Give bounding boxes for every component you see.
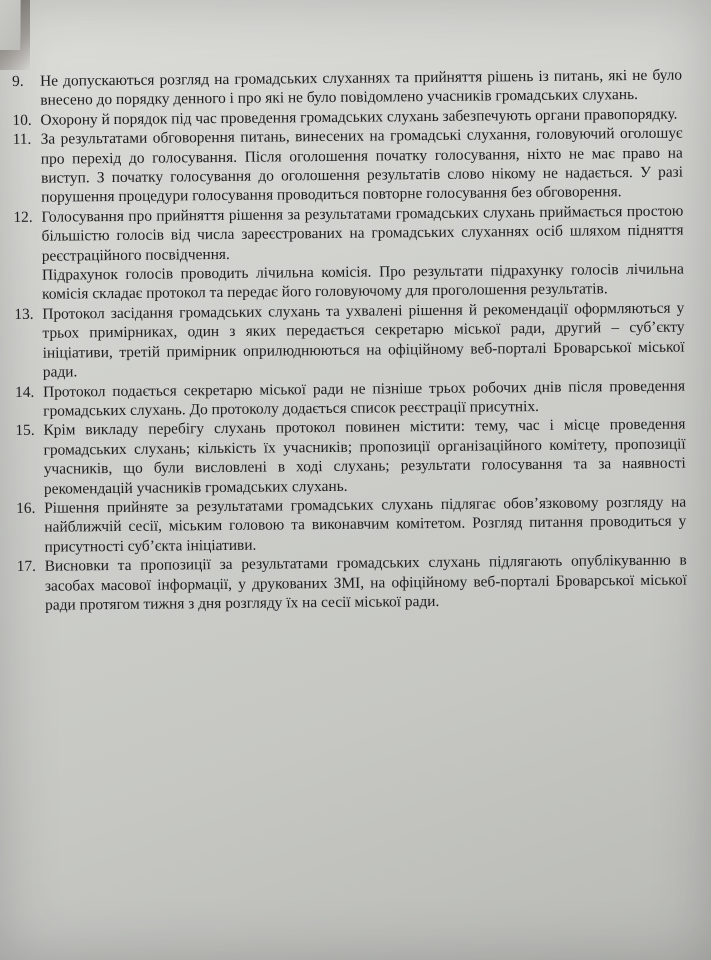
clause-11 bbox=[13, 124, 684, 208]
clause-body bbox=[41, 201, 684, 304]
clause-12 bbox=[13, 201, 684, 304]
clause-text-continued: Підрахунок голосів проводить лічильна комісія. Про результати підрахунку голосів лічильна комісія складає протокол та передає його головуючому для проголошення результатів. bbox=[41, 260, 685, 304]
clause-number: 11. bbox=[12, 131, 32, 149]
document-text bbox=[12, 66, 687, 616]
clause-text: Крім викладу перебігу слухань протокол повинен містити: тему, час і місце проведення громадських слухань; кількість їх учасників; пропозиції організаційного комітету, пропозиції учасників, що були висловлені в ході слухань; результати голосування та за наявності рекомендацій учасників громадських слухань. bbox=[43, 415, 686, 498]
clause-17 bbox=[17, 551, 688, 616]
clause-number: 16. bbox=[16, 499, 36, 517]
clause-number: 17. bbox=[16, 557, 37, 576]
clause-text: За результатами обговорення питань, винесених на громадські слухання, головуючий оголошує про перехід до голосування. Після оголошення початку голосування, ніхто не має право на виступ. З початку голосування до оголошення результатів слово нікому не надається. У разі порушення процедури голосування проводиться повторне голосування без обговорення. bbox=[40, 124, 684, 207]
clause-number: 14. bbox=[14, 383, 35, 401]
clause-text: Не допускаються розгляд на громадських слуханнях та прийняття рішень із питань, які не було внесено до порядку денного і про які не було повідомлено учасників громадських слухань. bbox=[40, 66, 683, 110]
page-corner-fold bbox=[0, 0, 21, 50]
clause-number: 12. bbox=[13, 208, 33, 226]
clause-text: Висновки та пропозиції за результатами громадських слухань підлягають опублікуванню в засобах масової інформації, у друкованих ЗМІ, на офіційному веб-порталі Броварської міської ради протягом тижня з дня розгляду їх на сесії міської ради. bbox=[44, 551, 687, 614]
clause-number: 10. bbox=[12, 111, 32, 129]
clause-16 bbox=[16, 492, 687, 557]
clause-text: Протокол подається секретарю міської ради не пізніше трьох робочих днів після проведення громадських слухань. До протоколу додається список реєстрації присутніх. bbox=[42, 377, 686, 420]
clause-text: Охорону й порядок під час проведення громадських слухань забезпечують органи правопорядку. bbox=[40, 105, 678, 129]
clause-text: Голосування про прийняття рішення за результатами громадських слухань приймається простою більшістю голосів від числа зареєстрованих на громадських слуханнях осіб шляхом підняття реєстраційного посвідчення. bbox=[41, 202, 684, 265]
clause-13 bbox=[14, 298, 685, 382]
clause-number: 15. bbox=[15, 422, 35, 440]
clause-text: Протокол засідання громадських слухань та ухвалені рішення й рекомендації оформляються у трьох примірниках, один з яких передається секретарю міської ради, другий – суб’єкту ініціативи, третій примірник оприлюднюються на офіційному веб-порталі Броварської міської ради. bbox=[42, 299, 685, 381]
clause-number: 9. bbox=[12, 72, 24, 90]
clause-15 bbox=[15, 415, 686, 499]
clause-14 bbox=[15, 376, 685, 421]
clause-9 bbox=[12, 66, 682, 111]
clause-text: Рішення прийняте за результатами громадських слухань підлягає обов’язковому розгляду на найближчій сесії, міським головою та виконавчим комітетом. Розгляд питання проводиться у присутності суб’єкта ініціативи. bbox=[44, 493, 687, 556]
clause-number: 13. bbox=[14, 305, 34, 323]
